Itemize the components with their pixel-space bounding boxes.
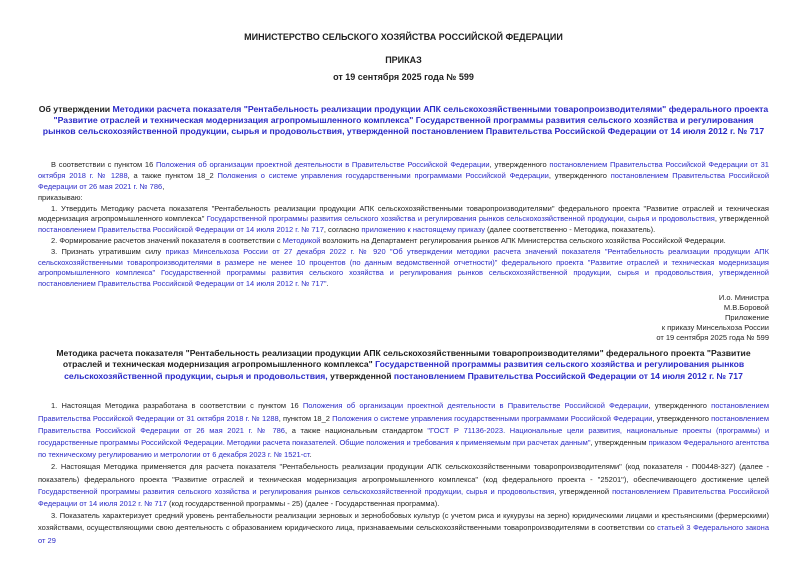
text-run: (далее соответственно - Методика, показатель).	[484, 225, 656, 235]
text-run: , согласно	[323, 225, 362, 235]
document-link[interactable]: приложению к настоящему приказу	[361, 225, 485, 235]
document-link[interactable]: постановлением Правительства Российской Федерации от 31 октября 2018 г. № 1288	[38, 401, 769, 423]
signature-appendix-block	[38, 293, 769, 343]
text-run: Методика расчета показателя "Рентабельность реализации продукции АПК сельскохозяйственными товаропроизводителями" федерального проекта "Развитие отраслей и техническая модернизация агропромышленного комплекса"	[56, 347, 751, 370]
document-link[interactable]: "ГОСТ Р 71136-2023. Национальные цели развития, национальные проекты (программы) и государственные программы Российской Федерации. Методики расчета показателей. Общие положения и требования к применяемым при расчетах данным"	[38, 425, 770, 448]
document-link[interactable]: Методики расчета показателя "Рентабельность реализации продукции АПК сельскохозяйственными товаропроизводителями" федерального проекта "Развитие отраслей и техническая модернизация агропромышленного комплекса" Государственной программы развития сельского хозяйства и регулирования рынков сельскохозяйственной продукции, сырья и продовольствия, утвержденной постановлением Правительства Российской Федерации от 14 июля 2012 г. № 717	[42, 104, 769, 136]
document-link[interactable]: приказ Минсельхоза России от 27 декабря 2022 г. № 920 "Об утверждении методики расчета значений показателя "Рентабельность реализации продукции АПК сельскохозяйственными товаропроизводителями в размере не менее 10 процентов (по данным ведомственной отчетности)" федерального проекта "Развитие отраслей и техническая модернизация агропромышленного комплекса" Государственной программы развития сельского хозяйства и регулирования рынков сельскохозяйственной продукции, сырья и продовольствия, утвержденной постановлением Правительства Российской Федерации от 14 июля 2012 г. № 717"	[38, 246, 769, 289]
methodology-body	[38, 400, 769, 546]
document-link[interactable]: Государственной программы развития сельского хозяйства и регулирования рынков сельскохозяйственной продукции, сырья и продовольствия	[38, 486, 555, 496]
document-link[interactable]: постановлением Правительства Российской Федерации от 26 мая 2021 г. № 786	[38, 413, 769, 435]
order-title	[38, 104, 769, 136]
document-link[interactable]: Положения об организации проектной деятельности в Правительстве Российской Федерации	[302, 401, 649, 411]
text-run: возложить на Департамент регулирования рынков АПК Министерства сельского хозяйства Российской Федерации.	[320, 235, 726, 245]
text-run: 2. Формирование расчетов значений показателя в соответствии с	[51, 235, 283, 245]
text-run: .	[309, 450, 312, 460]
text-run: , пунктом 18_2	[278, 413, 333, 423]
document-link[interactable]: приказом Федерального агентства по техническому регулированию и метрологии от 6 декабря 2023 г. № 1521-ст	[38, 438, 769, 460]
document-link[interactable]: постановлением Правительства Российской Федерации от 31 октября 2018 г. № 1288	[38, 160, 769, 181]
appendix-ref-line: к приказу Минсельхоза России	[661, 322, 769, 332]
text-run: .	[326, 279, 329, 289]
text-run: , утвержденного	[548, 171, 611, 181]
preamble	[38, 160, 769, 192]
text-run: ,	[162, 181, 165, 191]
text-run: , утвержденной	[554, 486, 613, 496]
text-run: 3. Показатель характеризует средний уровень рентабельности реализации зерновых и зернобобовых культур (с учетом риса и кукурузы на зерно) юридическими лицами и крестьянскими (фермерскими) хозяйствами, осуществляющими свою деятельность с образованием юридического лица, признаваемыми сельскохозяйственными товаропроизводителями в соответствии со	[38, 511, 769, 533]
text-run: 3. Признать утратившим силу	[51, 246, 166, 256]
text-run: , утвержденного	[648, 401, 712, 411]
text-run: 1. Утвердить Методику расчета показателя "Рентабельность реализации продукции АПК сельскохозяйственными товаропроизводителями" федерального проекта "Развитие отраслей и техническая модернизация агропромышленного комплекса"	[38, 203, 769, 224]
document-link[interactable]: постановлением Правительства Российской Федерации от 14 июля 2012 г. № 717	[393, 370, 743, 381]
document-link[interactable]: постановлением Правительства Российской Федерации от 14 июля 2012 г. № 717	[38, 225, 324, 235]
order-item-2	[38, 236, 769, 247]
document-link[interactable]: Методикой	[282, 235, 321, 245]
order-body	[38, 160, 769, 290]
text-run: , утвержденным	[590, 438, 649, 448]
document-link[interactable]: Государственной программы развития сельского хозяйства и регулирования рынков сельскохозяйственной продукции, сырья и продовольствия,	[64, 359, 745, 381]
text-run: Об утверждении	[38, 104, 113, 114]
document-link[interactable]: Положения об организации проектной деятельности в Правительстве Российской Федерации	[156, 160, 490, 170]
document-link[interactable]: постановлением Правительства Российской Федерации от 26 мая 2021 г. № 786	[38, 171, 770, 191]
text-run: , а также пунктом 18_2	[127, 171, 218, 181]
text-run: утвержденной	[327, 370, 394, 381]
methodology-paragraph-1	[38, 400, 769, 461]
text-run: (код государственной программы - 25) (далее - Государственная программа).	[166, 499, 440, 509]
methodology-paragraph-3	[38, 510, 769, 547]
order-type: ПРИКАЗ	[385, 55, 422, 65]
document-link[interactable]: Положения о системе управления государственными программами Российской Федерации	[217, 171, 549, 181]
document-link[interactable]: постановлением Правительства Российской Федерации от 14 июля 2012 г. № 717	[38, 486, 770, 509]
text-run: , утвержденной	[714, 214, 769, 224]
ministry-name: МИНИСТЕРСТВО СЕЛЬСКОГО ХОЗЯЙСТВА РОССИЙСКОЙ ФЕДЕРАЦИИ	[244, 32, 563, 42]
appendix-date-line: от 19 сентября 2025 года № 599	[656, 332, 769, 342]
text-run: , утвержденного	[489, 160, 550, 170]
document-link[interactable]: статьей 3 Федерального закона от 29	[38, 523, 769, 545]
text-run: 2. Настоящая Методика применяется для расчета показателя "Рентабельность реализации продукции АПК сельскохозяйственными товаропроизводителями" (код показателя - П00448-327) (далее - показатель) федерального проекта "Развитие отраслей и техническая модернизация агропромышленного комплекса" (код федерального проекта - "25201"), обеспечивающего достижение целей	[38, 462, 769, 484]
signature-name: М.В.Боровой	[723, 302, 769, 312]
order-date-number: от 19 сентября 2025 года № 599	[333, 72, 474, 82]
text-run: , утвержденного	[652, 413, 712, 423]
signature-position: И.о. Министра	[718, 292, 769, 302]
text-run: , а также национальным стандартом	[284, 425, 428, 435]
prikaz-declaration: приказываю:	[38, 192, 83, 202]
appendix-label: Приложение	[725, 312, 769, 322]
document-link[interactable]: Положения о системе управления государственными программами Российской Федерации	[332, 413, 653, 423]
document-link[interactable]: Государственной программы развития сельского хозяйства и регулирования рынков сельскохозяйственной продукции, сырья и продовольствия	[206, 214, 715, 224]
methodology-paragraph-2	[38, 461, 769, 510]
text-run: 1. Настоящая Методика разработана в соответствии с пунктом 16	[51, 401, 303, 411]
order-item-1	[38, 204, 769, 236]
methodology-title	[38, 348, 769, 383]
order-item-3	[38, 247, 769, 290]
text-run: В соответствии с пунктом 16	[51, 160, 157, 170]
